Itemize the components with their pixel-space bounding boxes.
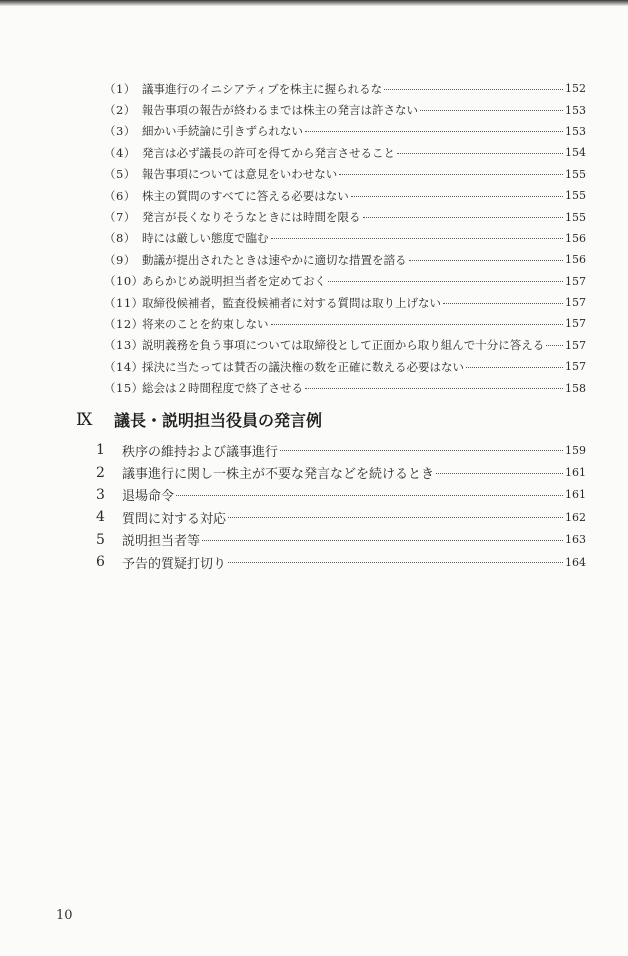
toc-entry-number: 5 — [96, 531, 105, 548]
toc-entry-title: 細かい手続論に引きずられない — [142, 124, 303, 139]
subsection-toc-entry — [104, 271, 586, 292]
subsection-toc-entry — [104, 313, 586, 334]
toc-entry-number: （7） — [104, 210, 136, 225]
dot-leader — [271, 237, 564, 239]
dot-leader — [443, 302, 563, 304]
toc-entry-page: 152 — [565, 82, 586, 96]
section-toc-list — [96, 439, 586, 573]
toc-entry-page: 162 — [565, 510, 586, 524]
subsection-toc-entry — [104, 142, 586, 163]
toc-entry-title: 説明義務を負う事項については取締役として正面から取り組んで十分に答える — [142, 338, 545, 353]
dot-leader — [176, 494, 563, 496]
toc-entry-number: （8） — [104, 231, 136, 246]
subsection-toc-entry — [104, 249, 586, 270]
toc-entry-number: （12） — [104, 316, 144, 331]
toc-entry-title: 発言が長くなりそうなときには時間を限る — [142, 210, 361, 225]
toc-entry-number: （15） — [104, 381, 144, 396]
subsection-toc-entry — [104, 377, 586, 398]
section-toc-entry — [96, 551, 586, 573]
toc-entry-number: 6 — [96, 554, 105, 571]
toc-entry-title: 報告事項の報告が終わるまでは株主の発言は許さない — [142, 103, 418, 118]
toc-entry-title: 発言は必ず議長の許可を得てから発言させること — [142, 145, 395, 160]
toc-entry-title: 総会は２時間程度で終了させる — [142, 381, 303, 396]
subsection-toc-entry — [104, 99, 586, 120]
dot-leader — [363, 216, 564, 218]
dot-leader — [384, 88, 563, 90]
toc-entry-number: 4 — [96, 509, 105, 526]
toc-entry-title: 報告事項については意見をいわせない — [142, 167, 338, 182]
toc-entry-number: （14） — [104, 359, 144, 374]
toc-entry-number: （2） — [104, 103, 136, 118]
toc-entry-leader — [122, 463, 565, 482]
toc-entry-page: 163 — [565, 533, 586, 547]
toc-entry-leader — [122, 485, 565, 504]
toc-entry-page: 161 — [565, 466, 586, 480]
toc-entry-title: 採決に当たっては賛否の議決権の数を正確に数える必要はない — [142, 359, 464, 374]
toc-entry-leader — [122, 553, 565, 572]
toc-entry-number: （6） — [104, 188, 136, 203]
toc-entry-page: 155 — [565, 210, 586, 224]
toc-entry-title: 秩序の維持および議事進行 — [122, 444, 279, 460]
dot-leader — [420, 109, 563, 111]
dot-leader — [228, 561, 563, 563]
dot-leader — [280, 449, 563, 451]
toc-entry-leader — [142, 209, 565, 225]
toc-entry-leader — [142, 102, 565, 118]
dot-leader — [305, 387, 563, 389]
toc-entry-page: 157 — [565, 338, 586, 352]
toc-entry-page: 157 — [565, 360, 586, 374]
toc-entry-page: 153 — [565, 124, 586, 138]
dot-leader — [271, 323, 564, 325]
toc-entry-leader — [142, 380, 565, 396]
toc-entry-leader — [142, 166, 565, 182]
section-roman-numeral: Ⅸ — [76, 409, 93, 430]
subsection-toc-entry — [104, 164, 586, 185]
section-heading — [76, 408, 322, 431]
toc-entry-title: 議事進行のイニシアティブを株主に握られるな — [142, 81, 383, 96]
subsection-toc-entry — [104, 78, 586, 99]
toc-entry-title: 時には厳しい態度で臨む — [142, 231, 269, 246]
toc-entry-page: 161 — [565, 488, 586, 502]
section-toc-entry — [96, 529, 586, 551]
dot-leader — [546, 344, 563, 346]
toc-entry-page: 159 — [565, 443, 586, 457]
dot-leader — [328, 280, 563, 282]
toc-entry-title: 動議が提出されたときは速やかに適切な措置を諮る — [142, 252, 407, 267]
dot-leader — [409, 259, 564, 261]
dot-leader — [305, 130, 563, 132]
toc-entry-title: 議事進行に関し一株主が不要な発言などを続けるとき — [122, 467, 435, 483]
toc-entry-title: 将来のことを約束しない — [142, 316, 269, 331]
toc-entry-number: （13） — [104, 338, 144, 353]
toc-entry-number: 3 — [96, 486, 105, 503]
subsection-toc-entry — [104, 335, 586, 356]
subsection-toc-entry — [104, 206, 586, 227]
subsection-toc-entry — [104, 356, 586, 377]
section-toc-entry — [96, 439, 586, 461]
dot-leader — [397, 152, 563, 154]
dot-leader — [202, 539, 563, 541]
toc-entry-number: （11） — [104, 295, 144, 310]
toc-entry-leader — [122, 508, 565, 527]
toc-entry-number: （10） — [104, 274, 144, 289]
toc-entry-title: 質問に対する対応 — [122, 511, 227, 527]
toc-entry-leader — [142, 359, 565, 375]
toc-entry-page: 157 — [565, 317, 586, 331]
toc-entry-title: 退場命令 — [122, 489, 175, 505]
toc-entry-number: （9） — [104, 252, 136, 267]
subsection-toc-entry — [104, 292, 586, 313]
toc-entry-page: 154 — [565, 146, 586, 160]
toc-entry-number: （1） — [104, 81, 136, 96]
toc-entry-page: 157 — [565, 274, 586, 288]
toc-entry-number: 1 — [96, 442, 105, 459]
toc-entry-leader — [142, 188, 565, 204]
dot-leader — [351, 195, 563, 197]
subsection-toc-entry — [104, 185, 586, 206]
toc-entry-leader — [142, 337, 565, 353]
toc-entry-leader — [142, 123, 565, 139]
dot-leader — [228, 516, 563, 518]
toc-entry-page: 158 — [565, 381, 586, 395]
toc-entry-leader — [122, 441, 565, 460]
toc-entry-title: 予告的質疑打切り — [122, 556, 227, 572]
toc-entry-page: 164 — [565, 555, 586, 569]
top-edge-rule — [0, 0, 628, 6]
toc-entry-leader — [142, 230, 565, 246]
toc-entry-leader — [142, 295, 565, 311]
toc-entry-page: 157 — [565, 296, 586, 310]
toc-entry-page: 155 — [565, 167, 586, 181]
toc-entry-page: 156 — [565, 253, 586, 267]
toc-entry-leader — [142, 316, 565, 332]
toc-entry-leader — [122, 530, 565, 549]
toc-entry-title: 取締役候補者，監査役候補者に対する質問は取り上げない — [142, 295, 441, 310]
page-number: 10 — [56, 908, 73, 923]
subsection-toc-list — [104, 78, 586, 399]
section-title: 議長・説明担当役員の発言例 — [114, 411, 323, 430]
toc-entry-leader — [142, 273, 565, 289]
toc-entry-title: 説明担当者等 — [122, 534, 201, 550]
section-toc-entry — [96, 461, 586, 483]
section-toc-entry — [96, 506, 586, 528]
toc-entry-page: 155 — [565, 189, 586, 203]
section-toc-entry — [96, 484, 586, 506]
toc-entry-number: （4） — [104, 145, 136, 160]
dot-leader — [466, 366, 563, 368]
toc-entry-page: 153 — [565, 103, 586, 117]
toc-entry-number: 2 — [96, 464, 105, 481]
toc-entry-leader — [142, 81, 565, 97]
dot-leader — [339, 173, 563, 175]
toc-entry-leader — [142, 145, 565, 161]
toc-entry-number: （5） — [104, 167, 136, 182]
dot-leader — [436, 472, 563, 474]
subsection-toc-entry — [104, 228, 586, 249]
subsection-toc-entry — [104, 121, 586, 142]
toc-entry-title: あらかじめ説明担当者を定めておく — [142, 274, 326, 289]
toc-entry-page: 156 — [565, 231, 586, 245]
toc-entry-number: （3） — [104, 124, 136, 139]
toc-entry-title: 株主の質問のすべてに答える必要はない — [142, 188, 349, 203]
toc-entry-leader — [142, 252, 565, 268]
